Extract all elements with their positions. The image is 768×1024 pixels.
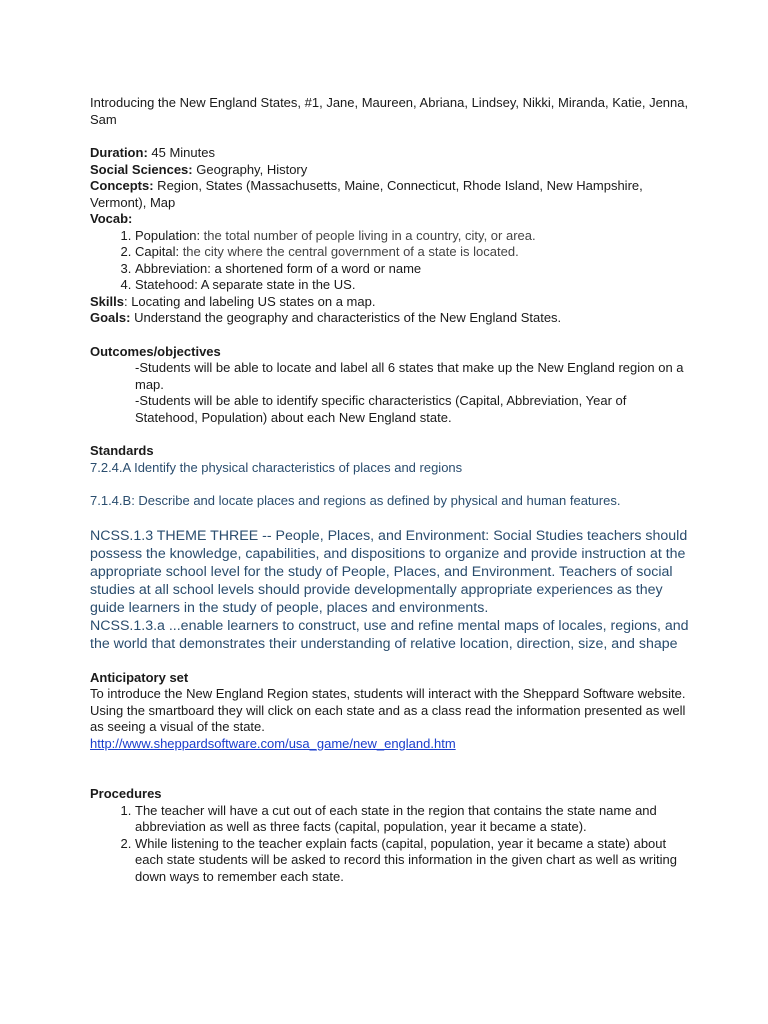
vocab-definition: a shortened form of a word or name: [210, 260, 422, 276]
procedure-item: 1. The teacher will have a cut out of each state in the region that contains the state name and abbreviation as well as three facts (capital, population, year it became a state).: [135, 803, 690, 836]
duration-line: [90, 145, 690, 162]
skills-line: [90, 294, 690, 311]
social-sciences-line: [90, 162, 690, 179]
sheppard-software-link[interactable]: http://www.sheppardsoftware.com/usa_game/new_england.htm: [90, 735, 456, 751]
vocab-term: Statehood:: [135, 277, 198, 292]
standard-ncss-1-3: NCSS.1.3 THEME THREE -- People, Places, and Environment: Social Studies teachers should possess the knowledge, capabilities, and dispositions to organize and provide instruction at the appropriate school level for the study of People, Places, and Environment. Teachers of social studies at all school levels should provide developmentally appropriate experiences as they guide learners in the study of people, places and environments.: [90, 527, 688, 616]
goals-label: Goals:: [90, 310, 131, 325]
vocab-item: [135, 277, 690, 294]
vocab-item: [135, 228, 690, 245]
anticipatory-heading: [90, 670, 690, 687]
social-sciences-value: Geography, History: [192, 161, 308, 177]
lesson-plan-document: [90, 95, 690, 885]
outcomes-heading: [90, 344, 690, 361]
goals-line: [90, 310, 690, 327]
concepts-label: Concepts:: [90, 178, 154, 193]
outcomes-heading-text: Outcomes/objectives: [90, 343, 221, 359]
vocab-term: Abbreviation:: [135, 260, 211, 276]
vocab-list: [90, 228, 690, 294]
procedures-heading: [90, 786, 690, 803]
skills-label: Skills: [90, 293, 124, 309]
skills-value: : Locating and labeling US states on a map.: [123, 293, 376, 309]
procedure-item: 2. While listening to the teacher explain facts (capital, population, year it became a state) about each state students will be asked to record this information in the given chart as well as writing down ways to remember each state.: [135, 836, 690, 886]
standard-ncss-1-3-a: NCSS.1.3.a ...enable learners to construct, use and refine mental maps of locales, regions, and the world that demonstrates their understanding of relative location, direction, size, and shape: [90, 617, 689, 652]
goals-value: Understand the geography and characteristics of the New England States.: [130, 310, 562, 325]
vocab-label: Vocab:: [90, 211, 133, 226]
duration-value: 45 Minutes: [147, 145, 215, 160]
social-sciences-label: Social Sciences:: [90, 161, 193, 177]
vocab-item: [135, 244, 690, 261]
vocab-term: Population:: [135, 227, 201, 243]
anticipatory-link-line: [90, 736, 690, 753]
concepts-line: [90, 178, 690, 211]
vocab-definition: the city where the central government of a state is located.: [179, 244, 519, 259]
outcome-item: -Students will be able to locate and label all 6 states that make up the New England region on a map.: [135, 360, 684, 392]
standards-heading: [90, 443, 690, 460]
vocab-item: [135, 261, 690, 278]
standards-heading-text: Standards: [90, 443, 154, 458]
procedures-list: [90, 803, 690, 886]
anticipatory-text: To introduce the New England Region states, students will interact with the Sheppard Software website. Using the smartboard they will click on each state and as a class read the information presented as well as seeing a visual of the state.: [90, 686, 686, 734]
duration-label: Duration:: [90, 145, 148, 160]
outcome-item: -Students will be able to identify specific characteristics (Capital, Abbreviation, Year of Statehood, Population) about each New England state.: [135, 393, 627, 425]
vocab-term: Capital:: [135, 244, 180, 259]
standard-7-2-4-a: 7.2.4.A Identify the physical characteristics of places and regions: [90, 459, 463, 475]
document-title: Introducing the New England States, #1, Jane, Maureen, Abriana, Lindsey, Nikki, Miranda, Katie, Jenna, Sam: [90, 95, 689, 127]
procedures-heading-text: Procedures: [90, 786, 162, 801]
anticipatory-heading-text: Anticipatory set: [90, 669, 189, 685]
standard-7-1-4-b: 7.1.4.B: Describe and locate places and regions as defined by physical and human features.: [90, 493, 621, 508]
concepts-value: Region, States (Massachusetts, Maine, Connecticut, Rhode Island, New Hampshire, Vermont), Map: [90, 178, 643, 210]
vocab-definition: A separate state in the US.: [197, 277, 356, 292]
vocab-definition: the total number of people living in a country, city, or area.: [200, 227, 536, 243]
vocab-heading: [90, 211, 690, 228]
